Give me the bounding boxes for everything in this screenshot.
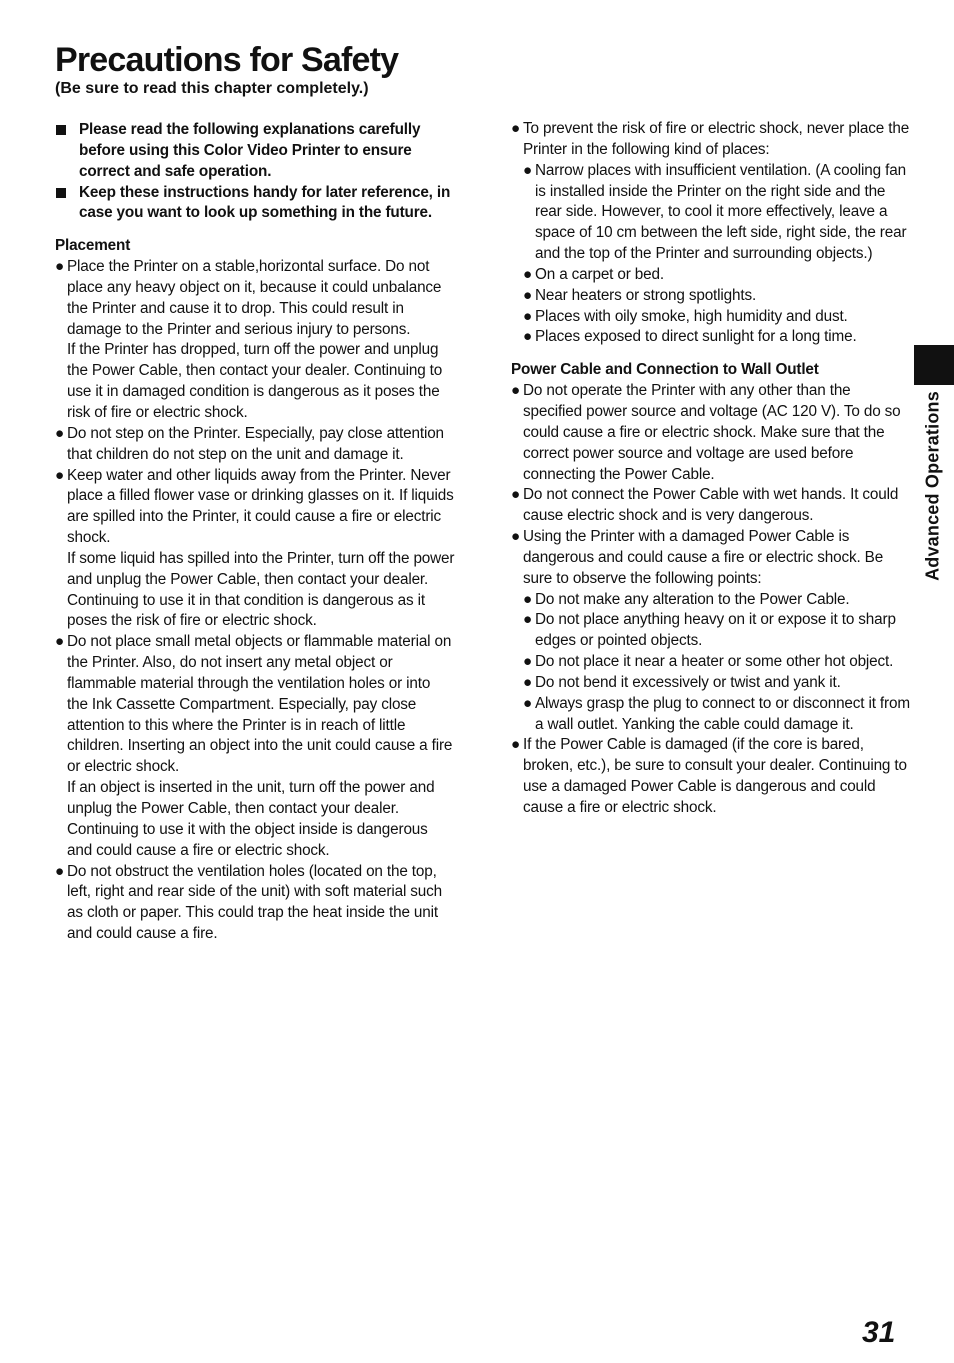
item-text: To prevent the risk of fire or electric shock, never place the Printer in the following kind of places: bbox=[523, 120, 910, 158]
bullet-icon: ● bbox=[523, 161, 533, 179]
sub-item-text: Near heaters or strong spotlights. bbox=[535, 286, 757, 304]
right-column bbox=[511, 119, 911, 819]
bullet-icon: ● bbox=[55, 862, 65, 880]
sub-item bbox=[511, 161, 911, 265]
list-item bbox=[55, 632, 455, 778]
page-number: 31 bbox=[862, 1316, 896, 1349]
sub-item-text: Places with oily smoke, high humidity and dust. bbox=[535, 307, 848, 325]
sub-item-text: Do not place it near a heater or some other hot object. bbox=[535, 653, 894, 671]
item-note: If the Printer has dropped, turn off the power and unplug the Power Cable, then contact your dealer. Continuing to use it in damaged condition is dangerous as it poses the risk of fire or electric shock. bbox=[67, 341, 443, 421]
intro-text: Keep these instructions handy for later reference, in case you want to look up something in the future. bbox=[79, 183, 451, 222]
section-side-label: Advanced Operations bbox=[922, 391, 943, 581]
list-item bbox=[55, 466, 455, 549]
page-subtitle: (Be sure to read this chapter completely.) bbox=[55, 80, 369, 97]
list-item bbox=[511, 735, 911, 818]
bullet-icon: ● bbox=[55, 633, 65, 651]
sub-item-text: Do not place anything heavy on it or expose it to sharp edges or pointed objects. bbox=[535, 611, 896, 650]
bullet-icon: ● bbox=[523, 611, 533, 629]
item-text: Using the Printer with a damaged Power Cable is dangerous and could cause a fire or electric shock. Be sure to observe the following points: bbox=[523, 528, 884, 587]
sub-item bbox=[511, 694, 911, 736]
square-bullet-icon bbox=[56, 125, 66, 135]
item-text: Do not operate the Printer with any other than the specified power source and voltage (AC 120 V). To do so could cause a fire or electric shock. Make sure that the correct power source and voltage are used before connecting the Power Cable. bbox=[523, 382, 901, 483]
list-item bbox=[511, 381, 911, 485]
sub-item-text: Always grasp the plug to connect to or disconnect it from a wall outlet. Yanking the cable could damage it. bbox=[535, 694, 910, 733]
list-item bbox=[55, 424, 455, 466]
sub-item-text: Do not bend it excessively or twist and yank it. bbox=[535, 673, 841, 691]
sub-item bbox=[511, 307, 911, 328]
power-heading: Power Cable and Connection to Wall Outlet bbox=[511, 361, 819, 379]
bullet-icon: ● bbox=[511, 486, 521, 504]
sub-item-text: Do not make any alteration to the Power Cable. bbox=[535, 590, 850, 608]
page-title: Precautions for Safety bbox=[55, 41, 399, 79]
list-item bbox=[511, 527, 911, 590]
bullet-icon: ● bbox=[523, 673, 533, 691]
item-text: Do not obstruct the ventilation holes (located on the top, left, right and rear side of the unit) with soft material such as cloth or paper. This could trap the heat inside the unit and could cause a fire. bbox=[67, 862, 443, 943]
bullet-icon: ● bbox=[523, 265, 533, 283]
list-item bbox=[55, 257, 455, 340]
item-text: Do not step on the Printer. Especially, pay close attention that children do not step on the unit and damage it. bbox=[67, 424, 444, 463]
bullet-icon: ● bbox=[55, 466, 65, 484]
list-item bbox=[511, 485, 911, 527]
item-note: If some liquid has spilled into the Printer, turn off the power and unplug the Power Cable, then contact your dealer. Continuing to use it in that condition is dangerous as it poses the risk of fire or electric shock. bbox=[67, 549, 455, 630]
sub-item-text: On a carpet or bed. bbox=[535, 265, 664, 283]
item-text: Do not place small metal objects or flammable material on the Printer. Also, do not insert any metal object or flammable material through the ventilation holes or into the Ink Cassette Compartment. Especially, pay close attention to this where the Printer is in reach of little children. Inserting an object into the unit could cause a fire or electric shock. bbox=[67, 633, 453, 776]
bullet-icon: ● bbox=[523, 328, 533, 346]
bullet-icon: ● bbox=[55, 424, 65, 442]
sub-item bbox=[511, 590, 911, 611]
bullet-icon: ● bbox=[55, 258, 65, 276]
bullet-icon: ● bbox=[523, 307, 533, 325]
list-item bbox=[55, 862, 455, 945]
item-text: Do not connect the Power Cable with wet hands. It could cause electric shock and is very dangerous. bbox=[523, 486, 899, 525]
bullet-icon: ● bbox=[511, 382, 521, 400]
section-tab-marker bbox=[914, 345, 954, 385]
bullet-icon: ● bbox=[523, 590, 533, 608]
item-text: If the Power Cable is damaged (if the core is bared, broken, etc.), be sure to consult your dealer. Continuing to use a damaged Power Cable is dangerous and could cause a fire or electric shock. bbox=[523, 736, 907, 816]
item-note: If an object is inserted in the unit, turn off the power and unplug the Power Cable, then contact your dealer. Continuing to use it with the object inside is dangerous and could cause a fire or electric shock. bbox=[67, 779, 435, 859]
sub-item bbox=[511, 265, 911, 286]
bullet-icon: ● bbox=[511, 528, 521, 546]
sub-item bbox=[511, 610, 911, 652]
left-column bbox=[55, 120, 455, 945]
sub-item-text: Narrow places with insufficient ventilation. (A cooling fan is installed inside the Printer on the right side and the rear side. However, to cool it more effectively, leave a space of 10 cm between the left side, right side, the rear and the top of the Printer and surrounding objects.) bbox=[535, 161, 907, 263]
sub-item bbox=[511, 652, 911, 673]
intro-text: Please read the following explanations carefully before using this Color Video Printer to ensure correct and safe operation. bbox=[79, 121, 421, 180]
bullet-icon: ● bbox=[523, 694, 533, 712]
bullet-icon: ● bbox=[523, 653, 533, 671]
bullet-icon: ● bbox=[511, 120, 521, 137]
bullet-icon: ● bbox=[511, 736, 521, 754]
list-item bbox=[511, 119, 911, 161]
intro-item-2 bbox=[55, 183, 455, 225]
sub-item bbox=[511, 286, 911, 307]
intro-item-1 bbox=[55, 120, 455, 183]
item-text: Place the Printer on a stable,horizontal surface. Do not place any heavy object on it, because it could unbalance the Printer and cause it to drop. This could result in damage to the Printer and serious injury to persons. bbox=[67, 258, 442, 338]
sub-item bbox=[511, 327, 911, 348]
placement-heading: Placement bbox=[55, 237, 131, 255]
item-text: Keep water and other liquids away from the Printer. Never place a filled flower vase or drinking glasses on it. If liquids are spilled into the Printer, it could cause a fire or electric shock. bbox=[67, 466, 454, 547]
sub-item bbox=[511, 673, 911, 694]
sub-item-text: Places exposed to direct sunlight for a long time. bbox=[535, 328, 857, 346]
bullet-icon: ● bbox=[523, 286, 533, 304]
square-bullet-icon bbox=[56, 188, 66, 198]
